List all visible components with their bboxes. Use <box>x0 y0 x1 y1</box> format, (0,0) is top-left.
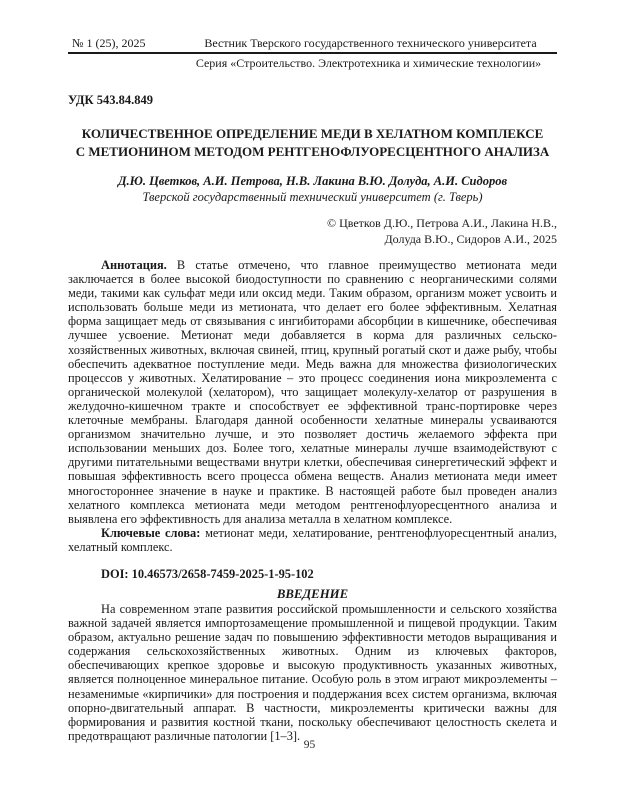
journal-title: Вестник Тверского государственного технического университета <box>204 36 537 50</box>
journal-running-head <box>68 36 557 71</box>
journal-series-row <box>68 54 557 71</box>
page-number: 95 <box>303 739 316 751</box>
copyright-block <box>68 216 557 247</box>
introduction-heading: ВВЕДЕНИЕ <box>276 586 349 601</box>
abstract-label: Аннотация. <box>101 258 167 272</box>
keywords-text: метионат меди, хелатирование, рентгенофлуоресцентный анализ, хелатный комплекс. <box>68 525 558 554</box>
journal-header-row <box>68 36 557 54</box>
article-title-line-2: С МЕТИОНИНОМ МЕТОДОМ РЕНТГЕНОФЛУОРЕСЦЕНТНОГО АНАЛИЗА <box>75 143 550 159</box>
article-title-line-1: КОЛИЧЕСТВЕННОЕ ОПРЕДЕЛЕНИЕ МЕДИ В ХЕЛАТНОМ КОМПЛЕКСЕ <box>81 126 544 141</box>
copyright-line-2: Долуда В.Ю., Сидоров А.И., 2025 <box>384 231 557 246</box>
affiliation-line: Тверской государственный технический университет (г. Тверь) <box>142 190 483 204</box>
authors-line: Д.Ю. Цветков, А.И. Петрова, Н.В. Лакина В.Ю. Долуда, А.И. Сидоров <box>117 174 508 188</box>
article-title <box>68 125 557 160</box>
abstract-text: В статье отмечено, что главное преимущество метионата меди заключается в более высокой биодоступности по сравнению с неорганическими солями меди, такими как сульфат меди или оксид меди. Таким образом, организм может усвоить и использовать больше меди из метионата, что делает его более эффективным. Хелатная форма защищает медь от связывания с ингибиторами абсорбции в кишечнике, обеспечивая лучшее усвоение. Метионат меди добавляется в корма для различных сельско-хозяйственных животных, включая свиней, птиц, крупный рогатый скот и даже рыбу, чтобы обеспечить адекватное поступление меди. Медь важна для множества физиологических процессов у животных. Хелатирование – это процесс соединения иона микроэлемента с органической молекулой (хелатором), что защищает молекулу-хелатор от разрушения в желудочно-кишечном тракте и способствует ее эффективной транс-портировке через клеточные мембраны. Благодаря данной особенности хелатные минералы усваиваются организмом значительно лучше, и это позволяет достичь желаемого эффекта при использовании меньших доз. Более того, хелатные минералы лучше взаимодействуют с другими питательными веществами внутри клетки, обеспечивая синергетический эффект и повышая эффективность всего процесса обмена веществ. Анализ метионата меди имеет многостороннее значение в науке и практике. В настоящей работе был проведен анализ хелатного комплекса метионата меди методом рентгенофлуоресцентного анализа и выявлена его эффективность для анализа металла в хелатном комплексе. <box>68 258 557 526</box>
doi-line: DOI: 10.46573/2658-7459-2025-1-95-102 <box>101 566 314 581</box>
issue-number: № 1 (25), 2025 <box>72 36 146 50</box>
udc-code: УДК 543.84.849 <box>68 93 153 107</box>
keywords-paragraph <box>68 526 557 554</box>
keywords-label: Ключевые слова: <box>101 525 201 540</box>
abstract-paragraph <box>68 258 557 526</box>
introduction-paragraph: На современном этапе развития российской промышленности и сельского хозяйства важной задачей является импортозамещение промышленной и пищевой продукции. Таким образом, актуально решение задач по повышению эффективности методов выращивания и содержания сельскохозяйственных животных. Одним из ключевых факторов, обеспечивающих крепкое здоровье и высокую продуктивность указанных животных, является полноценное минеральное питание. Особую роль в этом играют микроэлементы – незаменимые «кирпичики» для построения и поддержания всех систем организма, включая опорно-двигательный аппарат. В частности, микроэлементы критически важны для формирования и развития костной ткани, поскольку обеспечивают целостность скелета и предотвращают различные патологии [1–3]. <box>68 601 557 743</box>
journal-series: Серия «Строительство. Электротехника и химические технологии» <box>195 56 542 70</box>
series-spacer <box>68 56 180 71</box>
copyright-line-1: © Цветков Д.Ю., Петрова А.И., Лакина Н.В., <box>326 216 557 230</box>
